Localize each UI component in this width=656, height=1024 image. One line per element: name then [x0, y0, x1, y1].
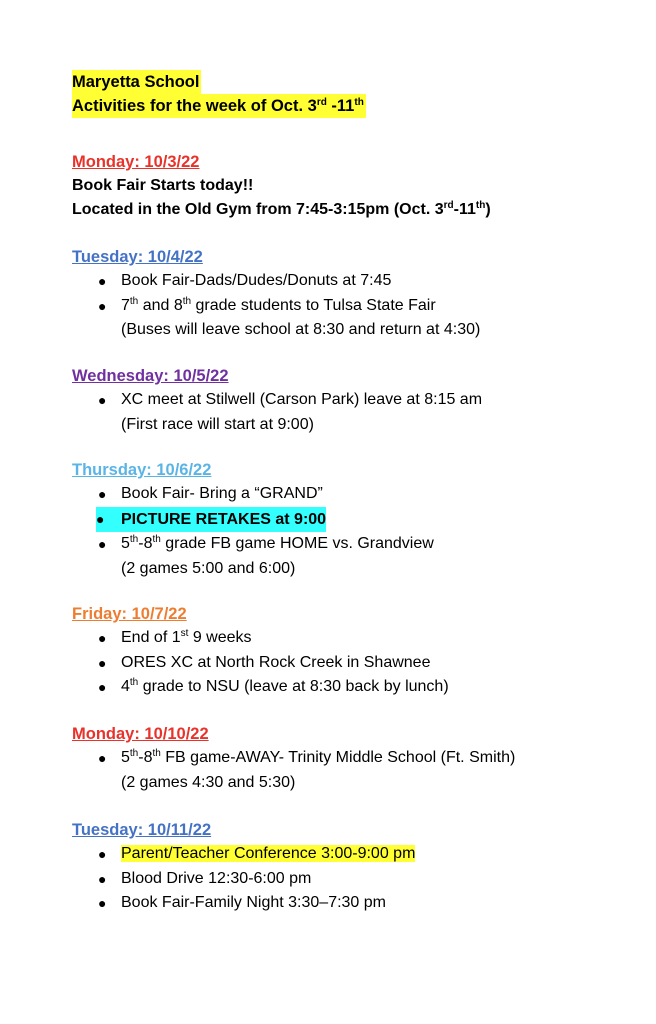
title-line-1: Maryetta School — [72, 70, 201, 94]
list-monday-10-10 — [72, 746, 515, 795]
document-title — [72, 70, 366, 118]
list-item: ● End of 1st 9 weeks — [72, 626, 449, 651]
list-item: ● 7th and 8th grade students to Tulsa State Fair (Buses will leave school at 8:30 and return at 4:30) — [98, 295, 481, 338]
heading-friday-10-7: Friday: 10/7/22 — [72, 605, 187, 623]
list-item: ● Blood Drive 12:30-6:00 pm — [72, 867, 415, 892]
bullet-icon: ● — [98, 895, 107, 911]
bullet-icon: ● — [98, 679, 107, 695]
bullet-icon: ● — [98, 536, 107, 552]
heading-monday-10-3: Monday: 10/3/22 — [72, 153, 200, 171]
list-tuesday-10-11 — [72, 842, 415, 916]
list-item: ● Book Fair-Dads/Dudes/Donuts at 7:45 — [72, 269, 480, 294]
bullet-icon: ● — [98, 846, 107, 862]
bullet-icon: ● — [98, 750, 107, 766]
bullet-icon: ● — [98, 273, 107, 289]
section-thursday-10-6 — [72, 458, 434, 581]
conference-text: Parent/Teacher Conference 3:00-9:00 pm — [121, 845, 416, 862]
bullet-icon: ● — [98, 630, 107, 646]
heading-thursday-10-6: Thursday: 10/6/22 — [72, 461, 212, 479]
list-wednesday-10-5 — [72, 388, 482, 437]
title-line-2: Activities for the week of Oct. 3rd -11th — [72, 94, 366, 118]
list-item: ● Book Fair- Bring a “GRAND” — [72, 482, 434, 507]
list-thursday-10-6 — [72, 482, 434, 581]
heading-wednesday-10-5: Wednesday: 10/5/22 — [72, 367, 229, 385]
list-friday-10-7 — [72, 626, 449, 700]
heading-monday-10-10: Monday: 10/10/22 — [72, 725, 209, 743]
section-friday-10-7 — [72, 602, 449, 700]
list-item: ● 4th grade to NSU (leave at 8:30 back by lunch) — [72, 675, 449, 700]
bullet-icon: ● — [98, 870, 107, 887]
section-monday-10-10 — [72, 722, 515, 795]
list-item: ● XC meet at Stilwell (Carson Park) leave at 8:15 am (First race will start at 9:00) — [72, 388, 482, 437]
picture-retakes-text: PICTURE RETAKES at 9:00 — [121, 510, 327, 528]
bullet-icon: ● — [98, 392, 107, 408]
list-item — [72, 507, 434, 533]
section-tuesday-10-11 — [72, 818, 415, 916]
bullet-icon: ● — [96, 510, 105, 527]
list-item: ● 5th-8th FB game-AWAY- Trinity Middle School (Ft. Smith) (2 games 4:30 and 5:30) — [98, 748, 516, 791]
heading-tuesday-10-11: Tuesday: 10/11/22 — [72, 821, 212, 839]
book-fair-start-line: Book Fair Starts today!! — [72, 177, 254, 194]
list-item: ● ORES XC at North Rock Creek in Shawnee — [72, 651, 449, 676]
book-fair-location-line: Located in the Old Gym from 7:45-3:15pm (Oct. 3rd-11th) — [72, 200, 491, 218]
list-item: ● Book Fair-Family Night 3:30–7:30 pm — [72, 891, 415, 916]
bullet-icon: ● — [98, 654, 107, 671]
bullet-icon: ● — [98, 486, 107, 502]
list-item: ● 5th-8th grade FB game HOME vs. Grandview (2 games 5:00 and 6:00) — [98, 534, 434, 577]
list-tuesday-10-4 — [72, 269, 480, 343]
list-item — [72, 842, 415, 867]
section-tuesday-10-4 — [72, 245, 480, 343]
heading-tuesday-10-4: Tuesday: 10/4/22 — [72, 248, 203, 266]
section-monday-10-3 — [72, 150, 491, 222]
bullet-icon: ● — [98, 297, 107, 314]
section-wednesday-10-5 — [72, 364, 482, 437]
